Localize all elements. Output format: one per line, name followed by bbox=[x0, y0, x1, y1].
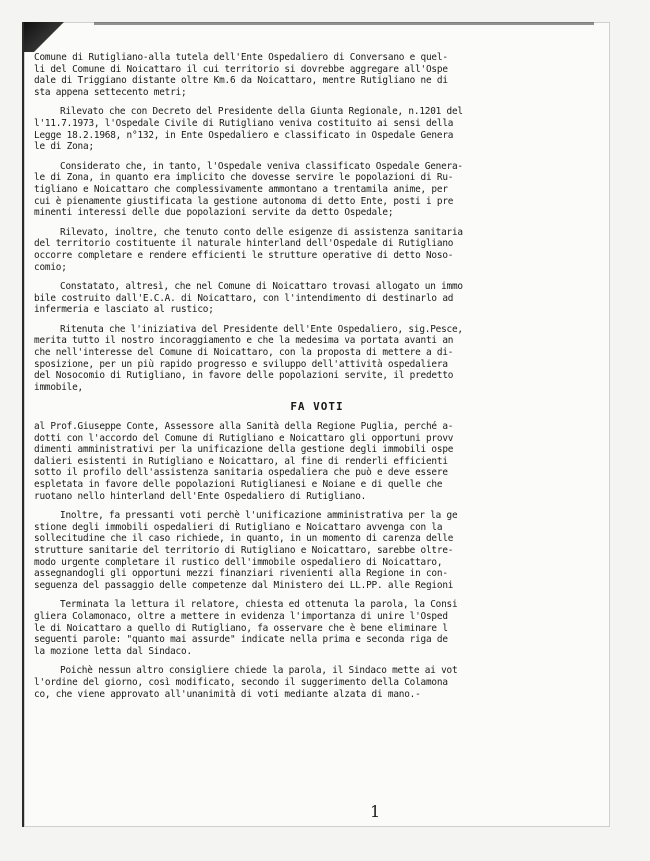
text-line: minenti interessi delle due popolazioni servite da detto Ospedale; bbox=[34, 207, 394, 219]
text-line: assegnandogli gli opportuni mezzi finanziari rivenienti alla Regione in con- bbox=[34, 568, 448, 580]
text-line: strutture sanitarie del territorio di Rutigliano e Noicattaro, sarebbe oltre- bbox=[34, 544, 454, 556]
text-line: cui è pienamente giustificata la gestione autonoma di detto Ente, posti i pre bbox=[34, 195, 454, 207]
text-line: Comune di Rutigliano-alla tutela dell'Ente Ospedaliero di Conversano e quel- bbox=[34, 52, 448, 63]
document-page bbox=[22, 22, 610, 827]
text-line: Considerato che, in tanto, l'Ospedale veniva classificato Ospedale Genera- bbox=[60, 160, 463, 172]
text-line: al Prof.Giuseppe Conte, Assessore alla Sanità della Regione Puglia, perché a- bbox=[34, 421, 454, 433]
text-line: dimenti amministrativi per la unificazione della gestione degli immobili ospe bbox=[34, 444, 454, 456]
text-line: stione degli immobili ospedalieri di Rutigliano e Noicattaro avvenga con la bbox=[34, 521, 443, 533]
text-line: le di Zona; bbox=[34, 141, 94, 153]
text-line: espletata in favore delle popolazioni Rutiglianesi e Noiane e di quelle che bbox=[34, 479, 443, 490]
page-mark: 1 bbox=[370, 802, 381, 821]
paragraph-10 bbox=[34, 665, 600, 700]
text-line: Ritenuta che l'iniziativa del Presidente dell'Ente Ospedaliero, sig.Pesce, bbox=[60, 323, 463, 335]
paragraph-6 bbox=[34, 324, 600, 394]
text-line: Inoltre, fa pressanti voti perchè l'unificazione amministrativa per la ge bbox=[60, 510, 458, 522]
scan-top-edge bbox=[94, 22, 594, 31]
text-line: le di Zona, in quanto era implicito che dovesse servire le popolazioni di Ru- bbox=[34, 172, 454, 184]
text-line: la mozione letta dal Sindaco. bbox=[34, 645, 192, 657]
text-line: infermeria e lasciato al rustico; bbox=[34, 304, 214, 316]
text-line: immobile, bbox=[34, 381, 83, 393]
text-line: occorre completare e rendere efficienti le strutture operative di detto Noso- bbox=[34, 249, 454, 261]
text-line: Constatato, altresì, che nel Comune di Noicattaro trovasi allogato un immo bbox=[60, 281, 463, 293]
text-line: sotto il profilo dell'assistenza sanitaria ospedaliera che può e deve essere bbox=[34, 467, 448, 479]
paragraph-5 bbox=[34, 281, 600, 316]
text-line: li del Comune di Noicattaro il cui territorio si dovrebbe aggregare all'Ospe bbox=[34, 63, 448, 75]
text-line: Poichè nessun altro consigliere chiede la parola, il Sindaco mette ai vot bbox=[60, 665, 458, 677]
text-line: gliera Colamonaco, oltre a mettere in evidenza l'importanza di unire l'Osped bbox=[34, 610, 448, 622]
paragraph-9 bbox=[34, 599, 600, 657]
text-line: Legge 18.2.1968, n°132, in Ente Ospedaliero e classificato in Ospedale Genera bbox=[34, 129, 454, 141]
text-line: l'11.7.1973, l'Ospedale Civile di Rutigliano veniva costituito ai sensi della bbox=[34, 117, 454, 129]
paragraph-1 bbox=[34, 52, 600, 98]
text-line: dale di Triggiano distante oltre Km.6 da Noicattaro, mentre Rutigliano ne di bbox=[34, 75, 448, 87]
text-line: Terminata la lettura il relatore, chiesta ed ottenuta la parola, la Consi bbox=[60, 599, 458, 611]
text-line: modo urgente completare il rustico dell'immobile ospedaliero di Noicattaro, bbox=[34, 556, 443, 568]
text-line: sollecitudine che il caso richiede, in quanto, in un momento di carenza delle bbox=[34, 533, 454, 545]
text-line: del territorio costituente il naturale hinterland dell'Ospedale di Rutigliano bbox=[34, 238, 454, 250]
text-line: l'ordine del giorno, così modificato, secondo il suggerimento della Colamona bbox=[34, 676, 448, 688]
paragraph-7 bbox=[34, 421, 600, 502]
text-line: tigliano e Noicattaro che complessivamente ammontano a trentamila anime, per bbox=[34, 183, 448, 195]
section-heading: FA VOTI bbox=[290, 400, 344, 414]
text-line: co, che viene approvato all'unanimità di voti mediante alzata di mano.- bbox=[34, 688, 421, 700]
text-line: seguenza del passaggio delle competenze dal Ministero dei LL.PP. alle Regioni bbox=[34, 579, 454, 591]
text-line: le di Noicattaro a quello di Rutigliano, fa osservare che è bene eliminare l bbox=[34, 622, 448, 634]
document-body bbox=[34, 52, 600, 708]
paragraph-8 bbox=[34, 510, 600, 591]
text-line: ruotano nello hinterland dell'Ente Ospedaliero di Rutigliano. bbox=[34, 490, 367, 502]
text-line: Rilevato, inoltre, che tenuto conto delle esigenze di assistenza sanitaria bbox=[60, 226, 463, 238]
text-line: che nell'interesse del Comune di Noicattaro, con la proposta di mettere a di- bbox=[34, 347, 454, 359]
text-line: bile costruito dall'E.C.A. di Noicattaro, con l'intendimento di destinarlo ad bbox=[34, 292, 454, 304]
text-line: dalieri esistenti in Rutigliano e Noicattaro, al fine di renderli efficienti bbox=[34, 455, 448, 467]
text-line: comio; bbox=[34, 261, 67, 273]
text-line: merita tutto il nostro incoraggiamento e che la medesima va portata avanti an bbox=[34, 335, 454, 347]
paragraph-2 bbox=[34, 106, 600, 152]
text-line: seguenti parole: "quanto mai assurde" indicate nella prima e seconda riga de bbox=[34, 634, 448, 646]
paragraph-4 bbox=[34, 227, 600, 273]
text-line: dotti con l'accordo del Comune di Rutigliano e Noicattaro gli opportuni provv bbox=[34, 432, 454, 444]
scan-corner-shadow bbox=[24, 22, 66, 52]
text-line: Rilevato che con Decreto del Presidente della Giunta Regionale, n.1201 del bbox=[60, 106, 463, 118]
text-line: sta appena settecento metri; bbox=[34, 86, 187, 98]
paragraph-3 bbox=[34, 161, 600, 219]
text-line: del Nosocomio di Rutigliano, in favore delle popolazioni servite, il predetto bbox=[34, 370, 454, 382]
text-line: sposizione, per un più rapido progresso e sviluppo dell'attività ospedaliera bbox=[34, 358, 448, 370]
